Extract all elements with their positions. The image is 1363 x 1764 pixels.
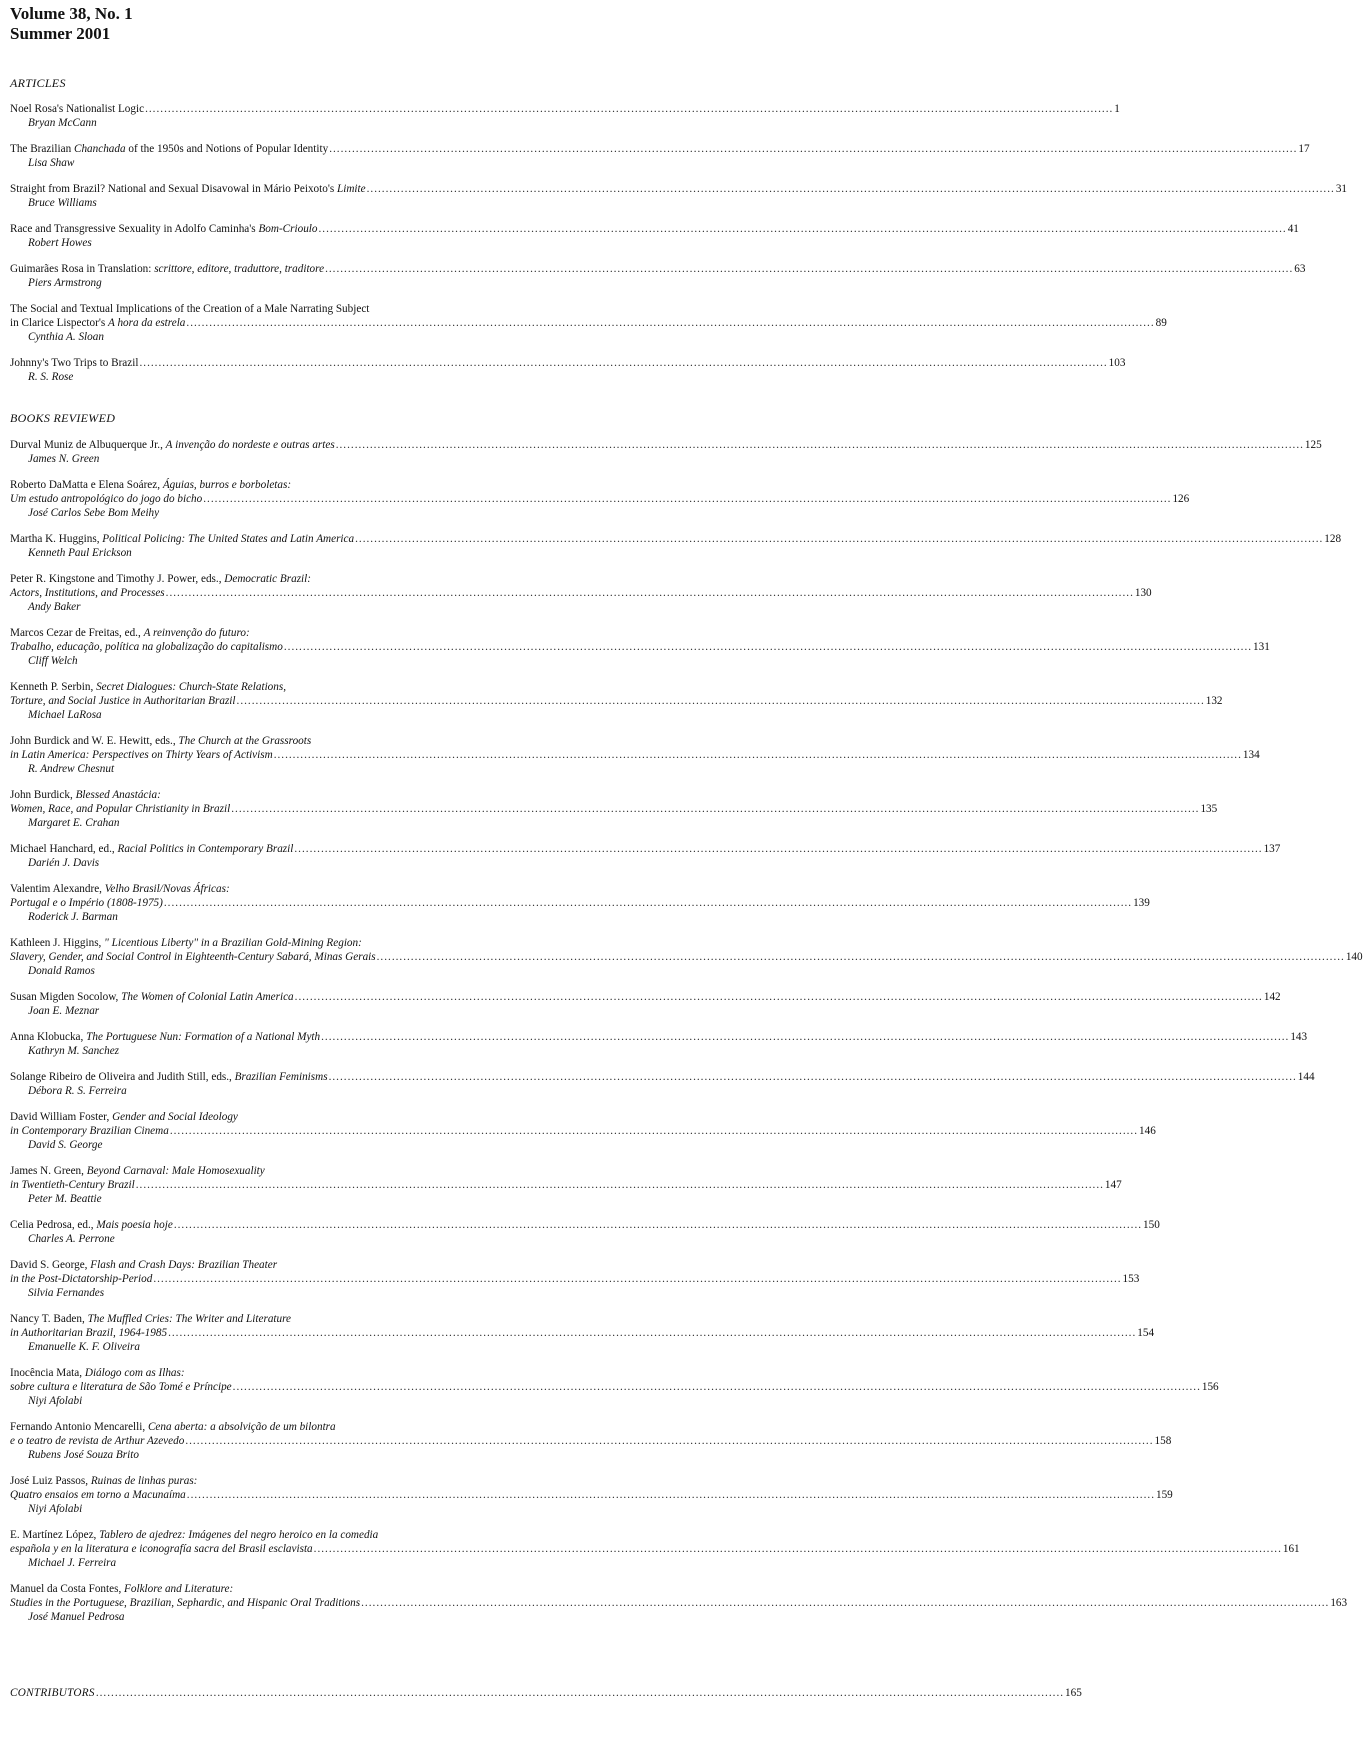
dot-leader: [233, 1380, 1201, 1394]
toc-entry[interactable]: [10, 936, 1363, 978]
entry-author: Darién J. Davis: [28, 857, 100, 869]
entry-title: Manuel da Costa Fontes,: [10, 1583, 125, 1595]
page-number: 150: [1143, 1219, 1160, 1231]
dot-leader: [187, 1488, 1155, 1502]
entry-author: Donald Ramos: [28, 965, 95, 977]
entry-title: Kathleen J. Higgins,: [10, 937, 105, 949]
entry-title-italic: Political Policing: The United States and Latin America: [102, 533, 355, 545]
entry-author: Niyi Afolabi: [28, 1503, 83, 1515]
dot-leader: [203, 492, 1171, 506]
section-articles: ARTICLES: [10, 76, 66, 90]
entry-title: The Brazilian: [10, 143, 74, 155]
entry-title: John Burdick,: [10, 789, 76, 801]
entry-author: Robert Howes: [28, 237, 92, 249]
entry-title-italic: The Women of Colonial Latin America: [121, 991, 294, 1003]
entry-title-italic: in the Post-Dictatorship-Period: [10, 1273, 153, 1285]
entry-author: Roderick J. Barman: [28, 911, 118, 923]
entry-title-italic: Um estudo antropológico do jogo do bicho: [10, 493, 203, 505]
page-number: 125: [1304, 439, 1322, 451]
toc-entry[interactable]: [10, 788, 1218, 830]
entry-title-italic: in Authoritarian Brazil, 1964-1985: [10, 1327, 168, 1339]
entry-title: Anna Klobucka,: [10, 1031, 87, 1043]
season-heading: Summer 2001: [10, 24, 111, 43]
dot-leader: [321, 1030, 1289, 1044]
page-number: 153: [1122, 1273, 1140, 1285]
entry-title: Race and Transgressive Sexuality in Adolfo Caminha's: [10, 223, 259, 235]
entry-title-italic: Democratic Brazil:: [224, 573, 311, 585]
entry-title: David S. George,: [10, 1259, 91, 1271]
dot-leader: [231, 802, 1199, 816]
dot-leader: [355, 532, 1323, 546]
entry-author: Silvia Fernandes: [28, 1287, 105, 1299]
dot-leader: [139, 356, 1107, 370]
entry-title: David William Foster,: [10, 1111, 113, 1123]
entry-author: Michael LaRosa: [28, 709, 102, 721]
dot-leader: [166, 586, 1134, 600]
entry-author: David S. George: [28, 1139, 103, 1151]
section-contributors: CONTRIBUTORS: [10, 1687, 95, 1699]
dot-leader: [164, 896, 1132, 910]
entry-title-italic: in Twentieth-Century Brazil: [10, 1179, 135, 1191]
entry-title-italic: A hora da estrela: [108, 317, 186, 329]
page-number: 89: [1155, 317, 1167, 329]
toc-entry[interactable]: [10, 882, 1150, 924]
entry-title-italic: A invenção do nordeste e outras artes: [165, 439, 335, 451]
entry-title-cont: in Clarice Lispector's: [10, 317, 109, 329]
dot-leader: [170, 1124, 1138, 1138]
entry-title-italic: Women, Race, and Popular Christianity in Brazil: [10, 803, 231, 815]
entry-author: Niyi Afolabi: [28, 1395, 83, 1407]
page-number: 142: [1263, 991, 1281, 1003]
entry-title: Michael Hanchard, ed.,: [10, 843, 118, 855]
entry-title-italic: Trabalho, educação, política na globalização do capitalismo: [10, 641, 283, 653]
dot-leader: [336, 438, 1304, 452]
dot-leader: [295, 990, 1263, 1004]
page-number: 134: [1242, 749, 1260, 761]
toc-entry[interactable]: [10, 1164, 1122, 1206]
dot-leader: [153, 1272, 1121, 1286]
dot-leader: [294, 842, 1262, 856]
entry-author: Margaret E. Crahan: [28, 817, 120, 829]
entry-title-italic: Diálogo com as Ilhas:: [84, 1367, 185, 1379]
page-number: 161: [1282, 1543, 1300, 1555]
toc-entry[interactable]: [10, 1366, 1219, 1408]
dot-leader: [168, 1326, 1136, 1340]
entry-title-italic: scrittore, editore, traduttore, traditore: [154, 263, 325, 275]
entry-author: James N. Green: [28, 453, 100, 465]
entry-author: Bruce Williams: [28, 197, 97, 209]
page-number: 163: [1330, 1597, 1348, 1609]
entry-title-italic: Ruinas de linhas puras:: [90, 1475, 198, 1487]
entry-author: Charles A. Perrone: [28, 1233, 115, 1245]
page-number: 146: [1139, 1125, 1156, 1137]
entry-author: Lisa Shaw: [28, 157, 75, 169]
entry-title-italic: Studies in the Portuguese, Brazilian, Sephardic, and Hispanic Oral Traditions: [10, 1597, 361, 1609]
toc-entry[interactable]: [10, 1258, 1140, 1300]
toc-entry[interactable]: [10, 1528, 1300, 1570]
toc-entry[interactable]: [10, 572, 1152, 614]
entry-title-italic: Actors, Institutions, and Processes: [10, 587, 165, 599]
entry-title: Kenneth P. Serbin,: [10, 681, 97, 693]
page-number: 131: [1253, 641, 1270, 653]
dot-leader: [96, 1686, 1064, 1700]
entry-title-italic: Beyond Carnaval: Male Homosexuality: [86, 1165, 265, 1177]
page-number: 137: [1263, 843, 1281, 855]
toc-entry[interactable]: [10, 1218, 1160, 1246]
entry-title: Inocência Mata,: [10, 1367, 85, 1379]
toc-entry[interactable]: [10, 1474, 1173, 1516]
entry-title: Straight from Brazil? National and Sexual Disavowal in Mário Peixoto's: [10, 183, 338, 195]
toc-entry[interactable]: [10, 1030, 1308, 1058]
page-number: 126: [1172, 493, 1190, 505]
dot-leader: [186, 316, 1154, 330]
toc-entry[interactable]: [10, 626, 1270, 668]
entry-title-italic: Cena aberta: a absolvição de um bilontra: [147, 1421, 336, 1433]
entry-title: Susan Migden Socolow,: [10, 991, 122, 1003]
entry-title-italic: The Church at the Grassroots: [178, 735, 312, 747]
page-number: 135: [1200, 803, 1218, 815]
entry-author: Cliff Welch: [28, 655, 78, 667]
page-number: 159: [1155, 1489, 1173, 1501]
entry-author: Emanuelle K. F. Oliveira: [28, 1341, 140, 1353]
entry-title-italic: Quatro ensaios em torno a Macunaíma: [10, 1489, 186, 1501]
page-number: 154: [1137, 1327, 1155, 1339]
entry-title: Nancy T. Baden,: [10, 1313, 88, 1325]
entry-title-italic: Bom-Crioulo: [258, 223, 318, 235]
entry-title: Durval Muniz de Albuquerque Jr.,: [10, 439, 166, 451]
entry-title-tail: of the 1950s and Notions of Popular Identity: [125, 143, 329, 155]
entry-author: Kathryn M. Sanchez: [28, 1045, 120, 1057]
entry-title: The Social and Textual Implications of the Creation of a Male Narrating Subject: [10, 303, 370, 315]
entry-title: Johnny's Two Trips to Brazil: [10, 357, 139, 369]
entry-title-italic: Folklore and Literature:: [124, 1583, 234, 1595]
dot-leader: [174, 1218, 1142, 1232]
dot-leader: [185, 1434, 1153, 1448]
entry-title: Celia Pedrosa, ed.,: [10, 1219, 97, 1231]
toc-entry[interactable]: [10, 438, 1322, 466]
entry-title: Valentim Alexandre,: [10, 883, 105, 895]
dot-leader: [237, 694, 1205, 708]
entry-title-italic: Racial Politics in Contemporary Brazil: [117, 843, 294, 855]
entry-author: Kenneth Paul Erickson: [28, 547, 132, 559]
entry-title-italic: Mais poesia hoje: [96, 1219, 173, 1231]
entry-title: Marcos Cezar de Freitas, ed.,: [10, 627, 144, 639]
entry-title-italic: Tablero de ajedrez: Imágenes del negro heroico en la comedia: [99, 1529, 379, 1541]
toc-entry[interactable]: [10, 356, 1126, 384]
page-number: 31: [1335, 183, 1347, 195]
page-number: 139: [1133, 897, 1150, 909]
dot-leader: [329, 142, 1297, 156]
toc-entry[interactable]: [10, 990, 1281, 1018]
entry-title-italic: e o teatro de revista de Arthur Azevedo: [10, 1435, 185, 1447]
entry-title-italic: Blessed Anastácia:: [75, 789, 161, 801]
entry-author: R. Andrew Chesnut: [28, 763, 115, 775]
page-number: 132: [1205, 695, 1223, 707]
toc-entry[interactable]: [10, 478, 1190, 520]
entry-title: E. Martínez López,: [10, 1529, 100, 1541]
entry-author: Débora R. S. Ferreira: [28, 1085, 127, 1097]
dot-leader: [325, 262, 1293, 276]
entry-title-italic: Gender and Social Ideology: [112, 1111, 238, 1123]
entry-author: José Manuel Pedrosa: [28, 1611, 125, 1623]
dot-leader: [284, 640, 1252, 654]
entry-title-italic: The Muffled Cries: The Writer and Literature: [87, 1313, 292, 1325]
page-number: 1: [1114, 103, 1120, 115]
toc-entry[interactable]: [10, 102, 1120, 130]
entry-author: R. S. Rose: [28, 371, 74, 383]
page-number: 144: [1297, 1071, 1315, 1083]
entry-title-italic: in Latin America: Perspectives on Thirty Years of Activism: [10, 749, 273, 761]
entry-title: Fernando Antonio Mencarelli,: [10, 1421, 148, 1433]
entry-title-italic: Águias, burros e borboletas:: [162, 479, 292, 491]
toc-entry[interactable]: [10, 680, 1223, 722]
volume-heading: Volume 38, No. 1: [10, 4, 133, 23]
dot-leader: [274, 748, 1242, 762]
entry-title-italic: Limite: [337, 183, 366, 195]
page-number: 165: [1065, 1687, 1082, 1699]
entry-title-italic: sobre cultura e literatura de São Tomé e Príncipe: [10, 1381, 232, 1393]
page-number: 128: [1324, 533, 1342, 545]
page-number: 17: [1298, 143, 1310, 155]
entry-title: John Burdick and W. E. Hewitt, eds.,: [10, 735, 179, 747]
entry-title: Guimarães Rosa in Translation:: [10, 263, 155, 275]
entry-title: Roberto DaMatta e Elena Soárez,: [10, 479, 163, 491]
toc-entry[interactable]: [10, 1582, 1348, 1624]
entry-author: Rubens José Souza Brito: [28, 1449, 139, 1461]
toc-entry[interactable]: [10, 532, 1342, 560]
entry-author: Bryan McCann: [28, 117, 97, 129]
dot-leader: [314, 1542, 1282, 1556]
entry-title-italic: A reinvenção do futuro:: [143, 627, 250, 639]
toc-entry-contributors[interactable]: [10, 1686, 1082, 1700]
toc-entry[interactable]: [10, 1110, 1156, 1152]
dot-leader: [361, 1596, 1329, 1610]
toc-entry[interactable]: [10, 302, 1167, 344]
page-number: 103: [1108, 357, 1126, 369]
entry-title-italic: in Contemporary Brazilian Cinema: [10, 1125, 169, 1137]
entry-title-italic: Chanchada: [74, 143, 126, 155]
entry-author: Michael J. Ferreira: [28, 1557, 117, 1569]
dot-leader: [367, 182, 1335, 196]
entry-title: Martha K. Huggins,: [10, 533, 103, 545]
entry-title-italic: española y en la literatura e iconografía sacra del Brasil esclavista: [10, 1543, 313, 1555]
section-books-reviewed: BOOKS REVIEWED: [10, 411, 116, 425]
entry-title-italic: Flash and Crash Days: Brazilian Theater: [90, 1259, 278, 1271]
toc-entry[interactable]: [10, 1312, 1155, 1354]
entry-title: James N. Green,: [10, 1165, 87, 1177]
entry-author: Joan E. Meznar: [28, 1005, 100, 1017]
toc-entry[interactable]: [10, 182, 1347, 210]
entry-title-italic: Slavery, Gender, and Social Control in Eighteenth-Century Sabará, Minas Gerais: [10, 951, 376, 963]
entry-author: Piers Armstrong: [28, 277, 102, 289]
entry-author: Peter M. Beattie: [28, 1193, 102, 1205]
page-number: 130: [1134, 587, 1152, 599]
page-number: 156: [1201, 1381, 1219, 1393]
toc-entry[interactable]: [10, 222, 1299, 250]
entry-author: Cynthia A. Sloan: [28, 331, 104, 343]
dot-leader: [136, 1178, 1104, 1192]
page-number: 158: [1154, 1435, 1172, 1447]
entry-author: Andy Baker: [28, 601, 81, 613]
dot-leader: [329, 1070, 1297, 1084]
toc-entry[interactable]: [10, 1420, 1172, 1462]
page-number: 63: [1294, 263, 1306, 275]
entry-title-italic: " Licentious Liberty" in a Brazilian Gold-Mining Region:: [104, 937, 362, 949]
entry-title-italic: Torture, and Social Justice in Authoritarian Brazil: [10, 695, 236, 707]
dot-leader: [318, 222, 1286, 236]
toc-entry[interactable]: [10, 734, 1260, 776]
entry-title: Solange Ribeiro de Oliveira and Judith Still, eds.,: [10, 1071, 235, 1083]
toc-entry[interactable]: [10, 142, 1310, 170]
toc-entry[interactable]: [10, 262, 1306, 290]
entry-title-italic: Brazilian Feminisms: [234, 1071, 328, 1083]
page-number: 140: [1345, 951, 1363, 963]
page-number: 147: [1104, 1179, 1122, 1191]
entry-title: Peter R. Kingstone and Timothy J. Power, eds.,: [10, 573, 225, 585]
page-number: 143: [1290, 1031, 1308, 1043]
entry-title-italic: Velho Brasil/Novas Áfricas:: [104, 883, 230, 895]
entry-title: Noel Rosa's Nationalist Logic: [10, 103, 145, 115]
entry-title-italic: Secret Dialogues: Church-State Relations,: [96, 681, 287, 693]
entry-title-italic: The Portuguese Nun: Formation of a National Myth: [86, 1031, 321, 1043]
entry-title-italic: Portugal e o Império (1808-1975): [10, 897, 163, 909]
page-number: 41: [1287, 223, 1299, 235]
dot-leader: [145, 102, 1113, 116]
entry-title: José Luiz Passos,: [10, 1475, 91, 1487]
toc-entry[interactable]: [10, 1070, 1315, 1098]
dot-leader: [377, 950, 1345, 964]
entry-author: José Carlos Sebe Bom Meihy: [28, 507, 160, 519]
toc-entry[interactable]: [10, 842, 1281, 870]
